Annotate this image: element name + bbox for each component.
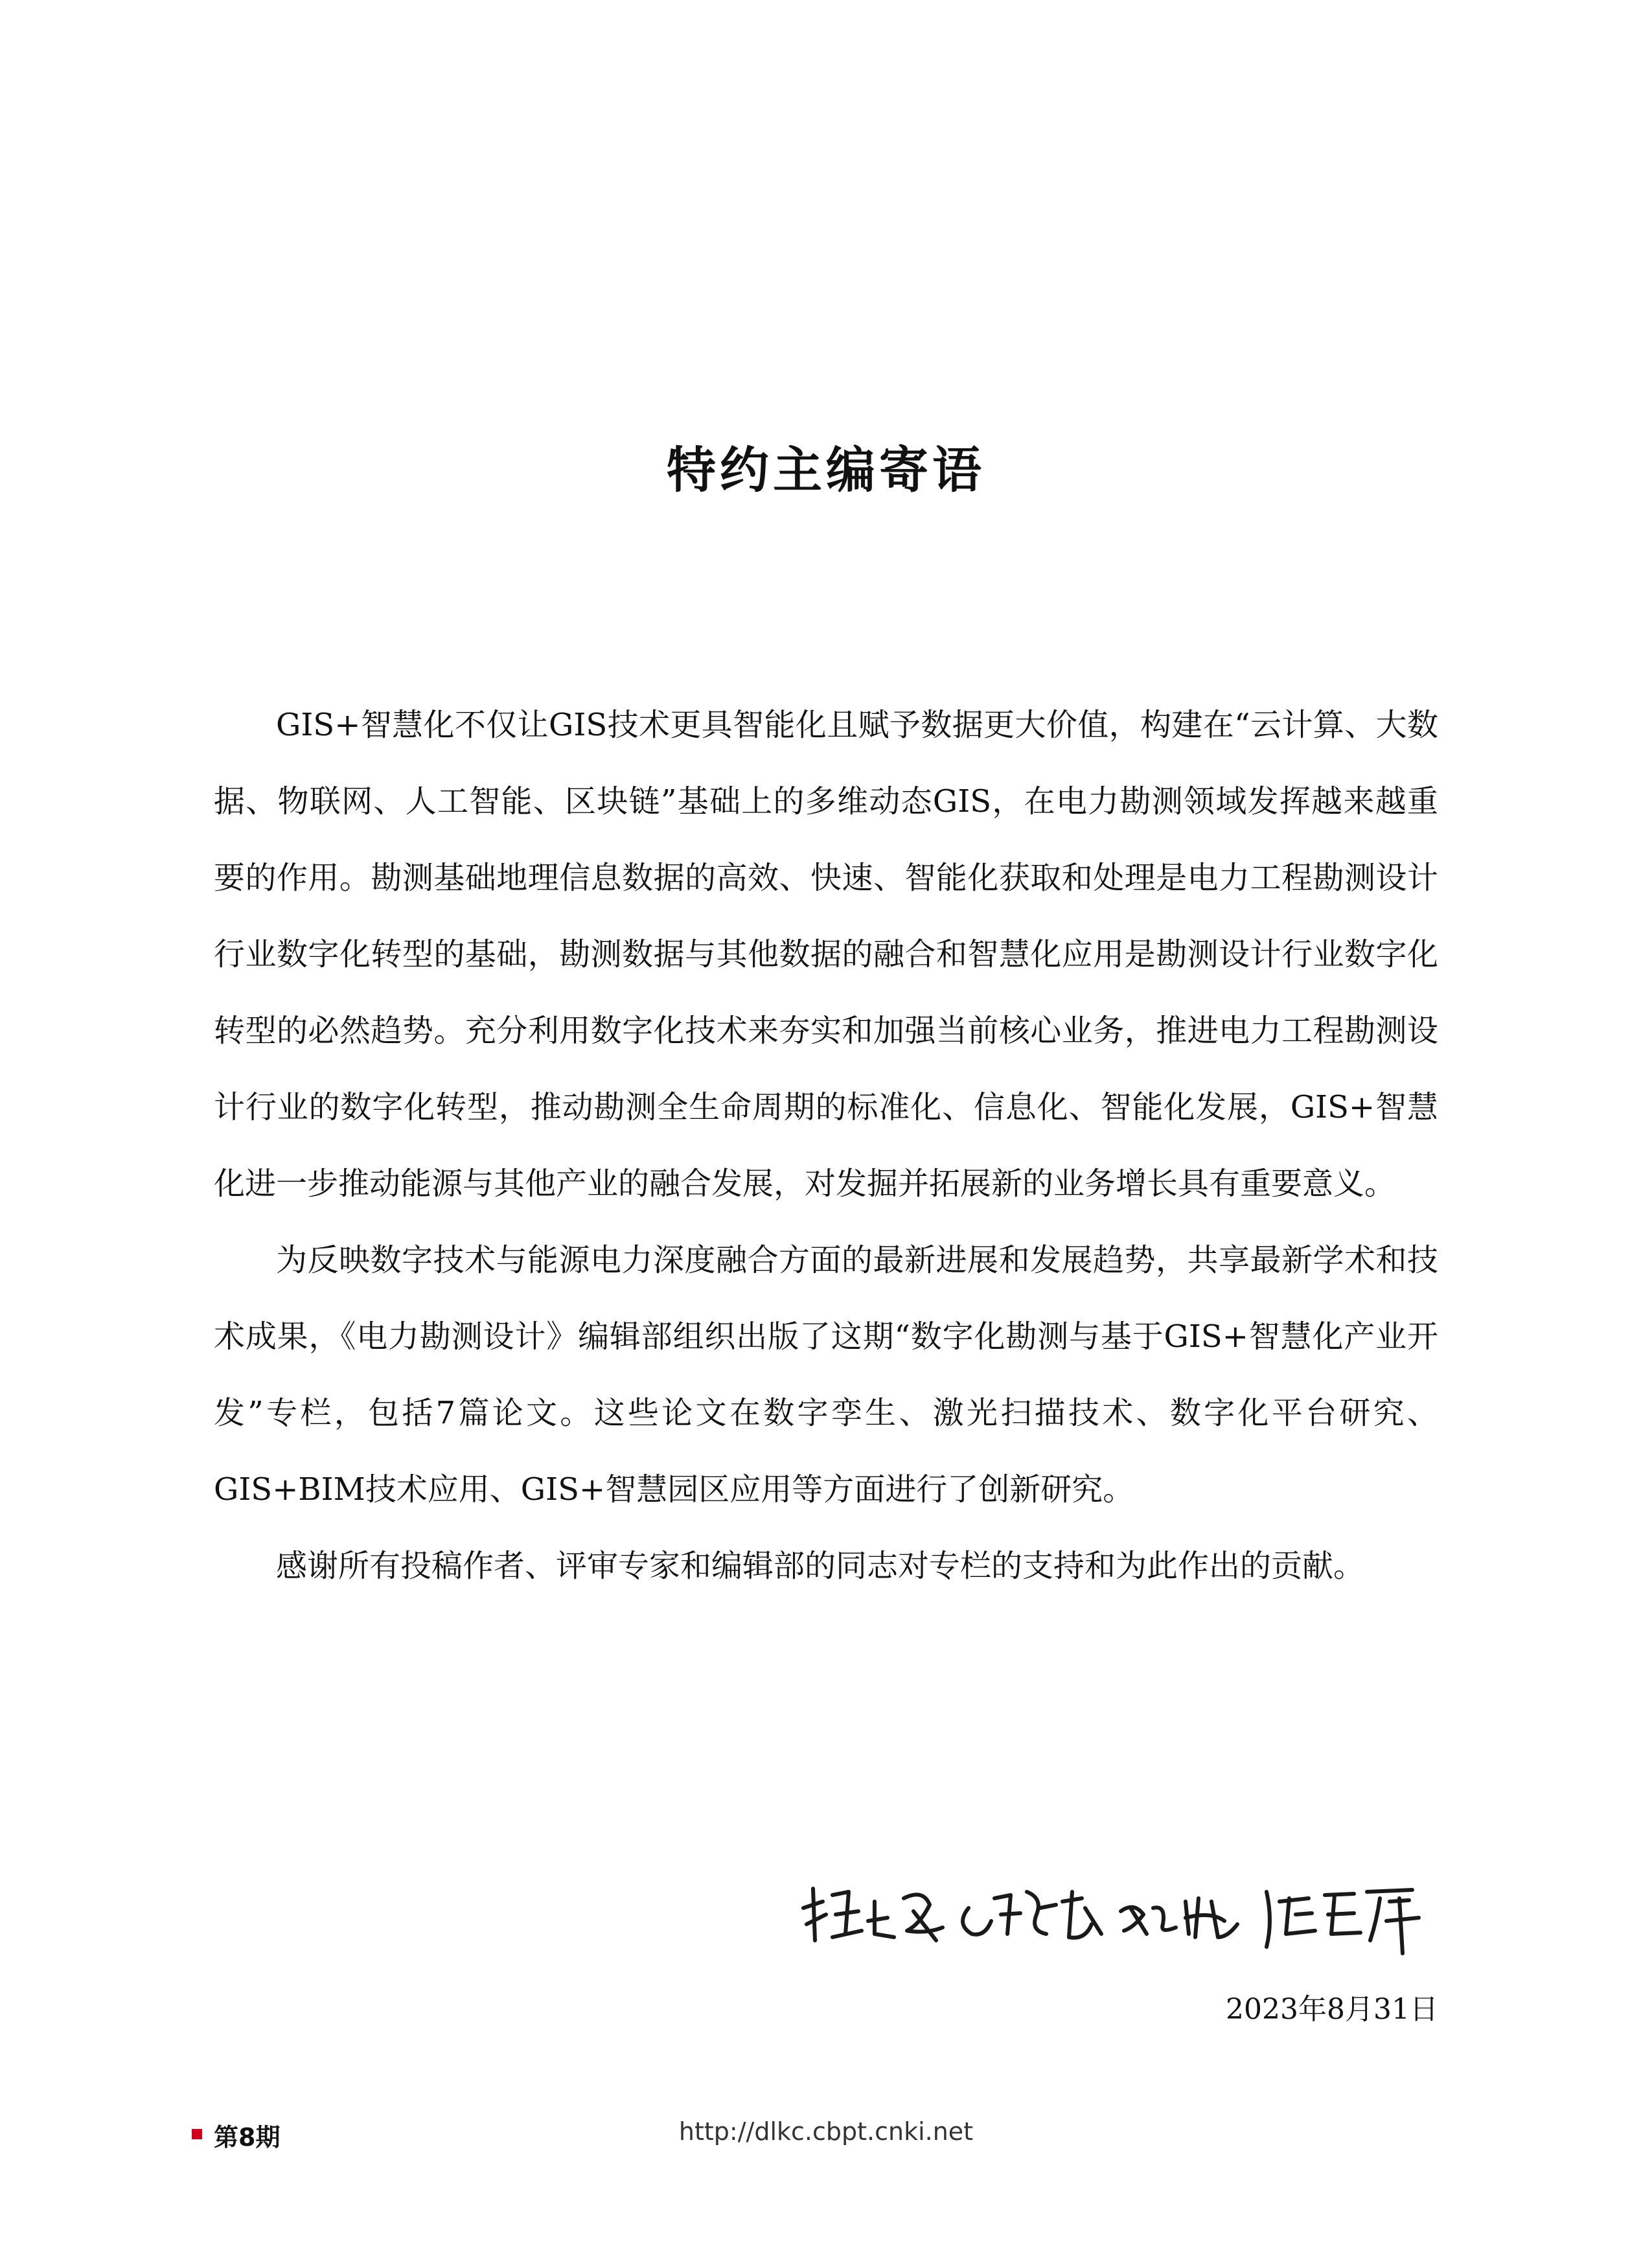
signature-3 (1121, 1898, 1237, 1937)
handwritten-signatures (797, 1863, 1445, 1966)
journal-url[interactable]: http://dlkc.cbpt.cnki.net (678, 2117, 974, 2146)
paragraph: 感谢所有投稿作者、评审专家和编辑部的同志对专栏的支持和为此作出的贡献。 (276, 1548, 1365, 1584)
paragraph: 为反映数字技术与能源电力深度融合方面的最新进展和发展趋势，共享最新学术和技术成果，《电力勘测设计》编辑部组织出版了这期“数字化勘测与基于GIS+智慧化产业开发”专栏，包括7篇论文。这些论文在数字孪生、激光扫描技术、数字化平台研究、GIS+BIM技术应用、GIS+智慧园区应用等方面进行了创新研究。 (214, 1242, 1438, 1508)
signature-1 (803, 1889, 943, 1940)
page-footer (0, 2117, 1652, 2156)
date: 2023年8月31日 (1226, 1993, 1438, 2026)
signature-4 (1267, 1890, 1419, 1953)
signature-image (797, 1863, 1445, 1966)
paragraph: GIS+智慧化不仅让GIS技术更具智能化且赋予数据更大价值，构建在“云计算、大数据、物联网、人工智能、区块链”基础上的多维动态GIS，在电力勘测领域发挥越来越重要的作用。勘测基础地理信息数据的高效、快速、智能化获取和处理是电力工程勘测设计行业数字化转型的基础，勘测数据与其他数据的融合和智慧化应用是勘测设计行业数字化转型的必然趋势。充分利用数字化技术来夯实和加强当前核心业务，推进电力工程勘测设计行业的数字化转型，推动勘测全生命周期的标准化、信息化、智能化发展，GIS+智慧化进一步推动能源与其他产业的融合发展，对发掘并拓展新的业务增长具有重要意义。 (214, 707, 1438, 1202)
issue-number: 第8期 (214, 2123, 281, 2152)
page-title: 特约主编寄语 (667, 441, 985, 499)
signature-2 (963, 1892, 1101, 1938)
editorial-body (214, 687, 1438, 1604)
